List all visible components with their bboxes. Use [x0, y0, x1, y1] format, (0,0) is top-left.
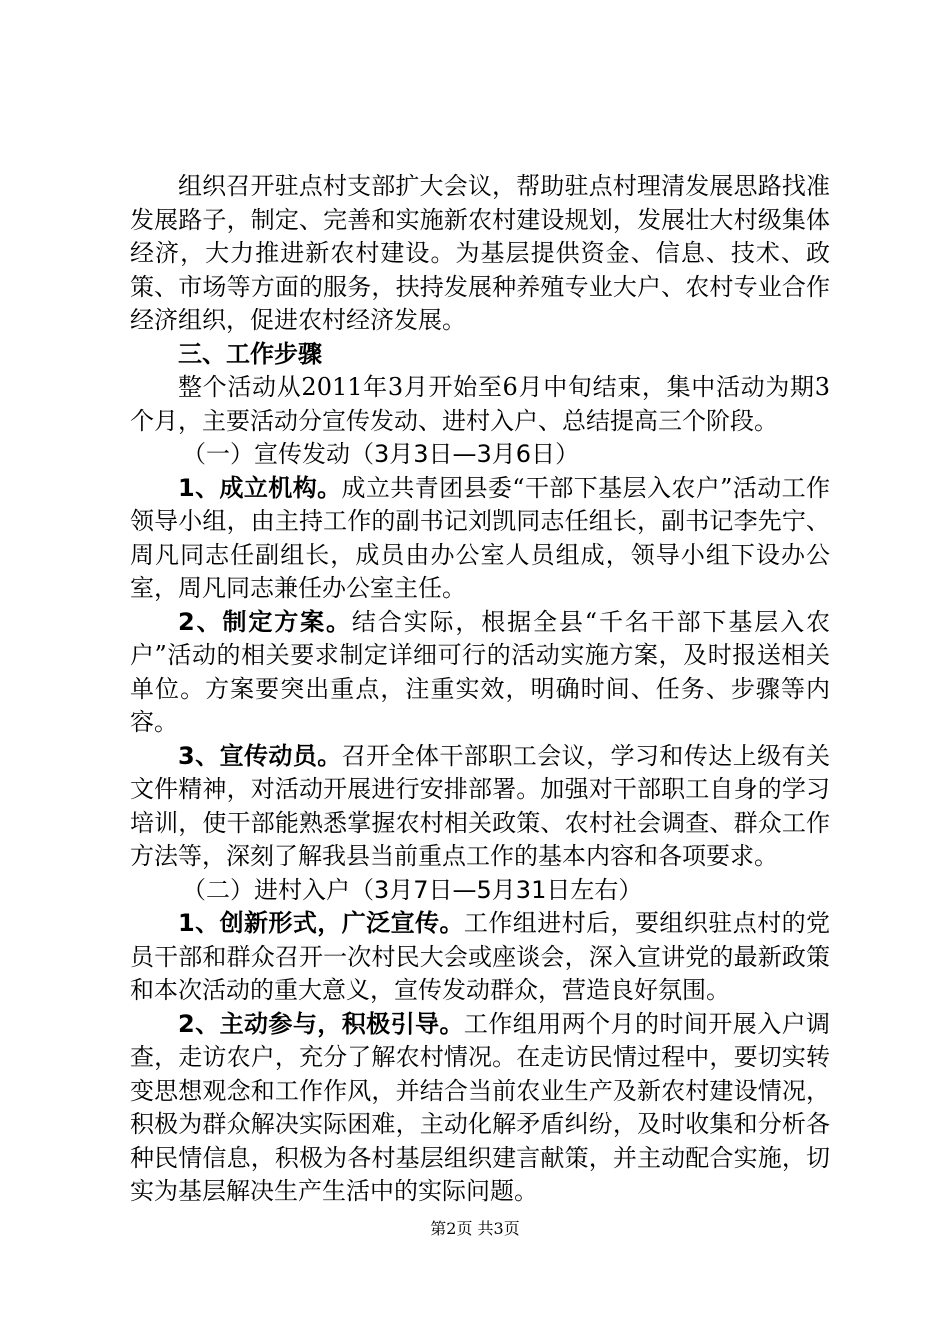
phase-heading-village-visits: （二）进村入户（3月7日—5月31日左右）	[182, 875, 643, 904]
phase-heading-publicity: （一）宣传发动（3月3日—3月6日）	[182, 440, 580, 468]
page-number: 第2页 共3页	[430, 1219, 520, 1238]
item-lead: 2、主动参与，积极引导。	[178, 1009, 464, 1038]
item-text: 工作组进村后，要组织驻点村的党员干部和群众召开一次村民大会或座谈会，深入宣讲党的最新政策和本次活动的重大意义，宣传发动群众，营造良好氛围。	[130, 909, 831, 1004]
intro-paragraph: 组织召开驻点村支部扩大会议，帮助驻点村理清发展思路找准发展路子，制定、完善和实施新农村建设规划，发展壮大村级集体经济，大力推进新农村建设。为基层提供资金、信息、技术、政策、市场等方面的服务，扶持发展种养殖专业大户、农村专业合作经济组织，促进农村经济发展。	[130, 172, 830, 334]
phase1-item	[130, 740, 830, 874]
item-lead: 1、创新形式，广泛宣传。	[178, 909, 464, 937]
phase2-item	[130, 1008, 830, 1209]
item-text: 工作组用两个月的时间开展入户调查，走访农户，充分了解农村情况。在走访民情过程中，要切实转变思想观念和工作作风，并结合当前农业生产及新农村建设情况，积极为群众解决实际困难，主动化解矛盾纠纷，及时收集和分析各种民情信息，积极为各村基层组织建言献策，并主动配合实施，切实为基层解决生产生活中的实际问题。	[130, 1009, 831, 1205]
page-footer	[0, 1216, 950, 1239]
phase1-item	[130, 472, 830, 606]
section-heading-work-steps: 三、工作步骤	[178, 339, 322, 368]
item-text: 结合实际，根据全县“千名干部下基层入农户”活动的相关要求制定详细可行的活动实施方案，及时报送相关单位。方案要突出重点，注重实效，明确时间、任务、步骤等内容。	[130, 607, 830, 736]
phase1-item	[130, 606, 830, 740]
item-lead: 3、宣传动员。	[178, 741, 342, 770]
phase2-item	[130, 907, 830, 1008]
item-text: 成立共青团县委“干部下基层入农户”活动工作领导小组，由主持工作的副书记刘凯同志任组长，副书记李先宁、周凡同志任副组长，成员由办公室人员组成，领导小组下设办公室，周凡同志兼任办公室主任。	[130, 473, 831, 602]
item-lead: 2、制定方案。	[178, 607, 352, 636]
item-lead: 1、成立机构。	[178, 473, 342, 502]
section-paragraph-work-steps: 整个活动从2011年3月开始至6月中旬结束，集中活动为期3个月，主要活动分宣传发动、进村入户、总结提高三个阶段。	[130, 373, 830, 435]
document-body	[130, 170, 830, 1209]
item-text: 召开全体干部职工会议，学习和传达上级有关文件精神，对活动开展进行安排部署。加强对干部职工自身的学习培训，使干部能熟悉掌握农村相关政策、农村社会调查、群众工作方法等，深刻了解我县当前重点工作的基本内容和各项要求。	[130, 741, 831, 870]
